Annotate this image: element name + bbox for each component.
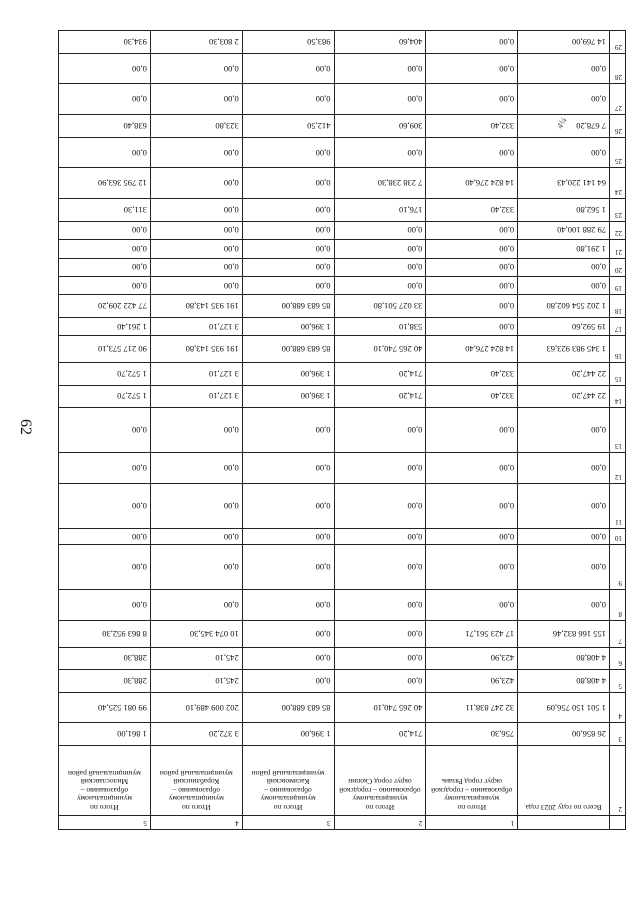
row-number: 24 bbox=[610, 168, 626, 199]
value-cell: 0,00 bbox=[518, 590, 610, 621]
value-cell: 0,00 bbox=[150, 221, 242, 239]
value-cell: 0,00 bbox=[150, 408, 242, 453]
value-cell: 14 824 276,40 bbox=[426, 336, 518, 363]
value-cell: 0,00 bbox=[426, 84, 518, 115]
value-cell: 0,00 bbox=[59, 483, 151, 528]
value-cell: 0,00 bbox=[59, 408, 151, 453]
index-cell: 3 bbox=[242, 815, 334, 829]
table-row bbox=[59, 199, 626, 222]
value-cell: 0,00 bbox=[59, 276, 151, 294]
value-cell: 14 824 276,40 bbox=[426, 168, 518, 199]
index-cell: 5 bbox=[59, 815, 151, 829]
row-number: 15 bbox=[610, 363, 626, 386]
value-cell: 0,00 bbox=[150, 137, 242, 168]
value-cell: 0,00 bbox=[334, 453, 426, 484]
value-cell: 0,00 bbox=[150, 453, 242, 484]
table-row bbox=[59, 528, 626, 544]
value-cell: 0,00 bbox=[518, 53, 610, 84]
value-cell: 714,20 bbox=[334, 363, 426, 386]
table-row bbox=[59, 692, 626, 723]
value-cell: 4 408,80 bbox=[518, 670, 610, 693]
value-cell: 0,00 bbox=[242, 276, 334, 294]
value-cell: 0,00 bbox=[426, 53, 518, 84]
value-cell: 40 265 740,10 bbox=[334, 336, 426, 363]
value-cell: 22 447,20 bbox=[518, 385, 610, 408]
data-table-sheet bbox=[58, 30, 626, 830]
value-cell: 33 027 501,80 bbox=[334, 295, 426, 318]
value-cell: 3 372,20 bbox=[150, 723, 242, 746]
value-cell: 0,00 bbox=[426, 590, 518, 621]
value-cell: 714,20 bbox=[334, 723, 426, 746]
table-row bbox=[59, 168, 626, 199]
value-cell: 0,00 bbox=[150, 258, 242, 276]
value-cell: 0,00 bbox=[242, 258, 334, 276]
value-cell: 0,00 bbox=[518, 453, 610, 484]
table-row bbox=[59, 258, 626, 276]
value-cell: 332,40 bbox=[426, 199, 518, 222]
value-cell: 0,00 bbox=[518, 137, 610, 168]
value-cell: 1 501 150 756,09 bbox=[518, 692, 610, 723]
value-cell: 0,00 bbox=[242, 647, 334, 670]
value-cell: 0,00 bbox=[426, 240, 518, 258]
table-row bbox=[59, 84, 626, 115]
index-cell: 4 bbox=[150, 815, 242, 829]
data-table-body bbox=[59, 31, 626, 830]
value-cell: 0,00 bbox=[426, 528, 518, 544]
value-cell: 0,00 bbox=[242, 528, 334, 544]
value-cell: 2 803,30 bbox=[150, 31, 242, 54]
value-cell: 0,00 bbox=[518, 84, 610, 115]
value-cell: 0,00 bbox=[242, 408, 334, 453]
value-cell: 8 863 952,30 bbox=[59, 621, 151, 648]
value-cell: 1 396,00 bbox=[242, 363, 334, 386]
value-cell: 0,00 bbox=[242, 483, 334, 528]
data-table bbox=[58, 30, 626, 830]
value-cell: 288,30 bbox=[59, 670, 151, 693]
value-cell: 0,00 bbox=[334, 545, 426, 590]
value-cell: 1 572,70 bbox=[59, 363, 151, 386]
table-row bbox=[59, 31, 626, 54]
table-row bbox=[59, 336, 626, 363]
table-row bbox=[59, 363, 626, 386]
value-cell: 332,40 bbox=[426, 363, 518, 386]
value-cell: 0,00 bbox=[59, 258, 151, 276]
value-cell: 14 769,00 bbox=[518, 31, 610, 54]
row-number: 8 bbox=[610, 590, 626, 621]
value-cell: 714,20 bbox=[334, 385, 426, 408]
value-cell: 19 592,60 bbox=[518, 317, 610, 335]
value-cell: 1 562,80 bbox=[518, 199, 610, 222]
value-cell: 0,00 bbox=[59, 528, 151, 544]
value-cell: 1 572,70 bbox=[59, 385, 151, 408]
name-cell: Итого по муниципальному образованию – Милославский муниципальный район bbox=[59, 746, 151, 816]
value-cell: 0,00 bbox=[334, 221, 426, 239]
row-number: 18 bbox=[610, 295, 626, 318]
value-cell: 0,00 bbox=[150, 53, 242, 84]
row-number: 28 bbox=[610, 53, 626, 84]
value-cell: 1 396,00 bbox=[242, 723, 334, 746]
value-cell: 0,00 bbox=[59, 84, 151, 115]
value-cell: 323,80 bbox=[150, 115, 242, 138]
value-cell: 77 422 209,20 bbox=[59, 295, 151, 318]
value-cell: 0,00 bbox=[518, 408, 610, 453]
value-cell: 0,00 bbox=[334, 670, 426, 693]
value-cell: 26 856,00 bbox=[518, 723, 610, 746]
table-row bbox=[59, 621, 626, 648]
table-row bbox=[59, 276, 626, 294]
value-cell: 0,00 bbox=[426, 31, 518, 54]
value-cell: 85 683 688,00 bbox=[242, 336, 334, 363]
row-number: 12 bbox=[610, 453, 626, 484]
value-cell: 404,60 bbox=[334, 31, 426, 54]
value-cell: 0,00 bbox=[334, 528, 426, 544]
name-cell: Итого по муниципальному образованию – Кораблинский муниципальный район bbox=[150, 746, 242, 816]
row-number: 26 bbox=[610, 115, 626, 138]
value-cell: 934,30 bbox=[59, 31, 151, 54]
value-cell: 0,00 bbox=[150, 483, 242, 528]
value-cell: 332,40 bbox=[426, 385, 518, 408]
value-cell: 3 127,10 bbox=[150, 385, 242, 408]
value-cell: 309,60 bbox=[334, 115, 426, 138]
value-cell: 155 166 832,46 bbox=[518, 621, 610, 648]
index-row bbox=[59, 815, 626, 829]
value-cell: 0,00 bbox=[334, 84, 426, 115]
margin-handwritten-note: 4¼ bbox=[554, 115, 569, 131]
value-cell: 0,00 bbox=[518, 483, 610, 528]
value-cell: 0,00 bbox=[150, 84, 242, 115]
row-number: 10 bbox=[610, 528, 626, 544]
row-number: 27 bbox=[610, 84, 626, 115]
value-cell: 0,00 bbox=[426, 408, 518, 453]
name-row bbox=[59, 746, 626, 816]
table-row bbox=[59, 545, 626, 590]
value-cell: 0,00 bbox=[334, 240, 426, 258]
value-cell: 983,50 bbox=[242, 31, 334, 54]
value-cell: 4 408,80 bbox=[518, 647, 610, 670]
name-cell: Итого по муниципальному образованию – городской округ город Рязань bbox=[426, 746, 518, 816]
table-row bbox=[59, 137, 626, 168]
value-cell: 0,00 bbox=[334, 590, 426, 621]
value-cell: 0,00 bbox=[518, 276, 610, 294]
value-cell: 0,00 bbox=[334, 53, 426, 84]
value-cell: 0,00 bbox=[426, 276, 518, 294]
table-row bbox=[59, 723, 626, 746]
value-cell: 0,00 bbox=[150, 545, 242, 590]
value-cell: 0,00 bbox=[426, 295, 518, 318]
value-cell: 0,00 bbox=[242, 137, 334, 168]
value-cell: 7 678,20 bbox=[518, 115, 610, 138]
value-cell: 0,00 bbox=[242, 240, 334, 258]
table-row bbox=[59, 115, 626, 138]
value-cell: 0,00 bbox=[150, 528, 242, 544]
value-cell: 10 074 345,30 bbox=[150, 621, 242, 648]
value-cell: 1 291,80 bbox=[518, 240, 610, 258]
value-cell: 0,00 bbox=[242, 453, 334, 484]
value-cell: 0,00 bbox=[334, 276, 426, 294]
index-cell: 2 bbox=[334, 815, 426, 829]
row-number: 4 bbox=[610, 692, 626, 723]
value-cell: 0,00 bbox=[59, 453, 151, 484]
value-cell: 0,00 bbox=[334, 137, 426, 168]
index-cell: 1 bbox=[426, 815, 518, 829]
value-cell: 0,00 bbox=[242, 168, 334, 199]
value-cell: 423,90 bbox=[426, 647, 518, 670]
value-cell: 0,00 bbox=[59, 137, 151, 168]
value-cell: 1 261,40 bbox=[59, 317, 151, 335]
value-cell: 423,90 bbox=[426, 670, 518, 693]
table-row bbox=[59, 670, 626, 693]
table-row bbox=[59, 590, 626, 621]
value-cell: 538,10 bbox=[334, 317, 426, 335]
value-cell: 0,00 bbox=[518, 528, 610, 544]
row-number: 17 bbox=[610, 317, 626, 335]
value-cell: 0,00 bbox=[242, 670, 334, 693]
value-cell: 85 683 688,00 bbox=[242, 295, 334, 318]
value-cell: 0,00 bbox=[59, 590, 151, 621]
value-cell: 756,30 bbox=[426, 723, 518, 746]
value-cell: 1 861,00 bbox=[59, 723, 151, 746]
value-cell: 1 202 554 602,80 bbox=[518, 295, 610, 318]
row-number: 6 bbox=[610, 647, 626, 670]
value-cell: 0,00 bbox=[150, 590, 242, 621]
row-number: 3 bbox=[610, 723, 626, 746]
value-cell: 0,00 bbox=[334, 647, 426, 670]
row-number: 9 bbox=[610, 545, 626, 590]
value-cell: 1 396,00 bbox=[242, 385, 334, 408]
row-number: 22 bbox=[610, 221, 626, 239]
value-cell: 40 265 740,10 bbox=[334, 692, 426, 723]
value-cell: 0,00 bbox=[150, 168, 242, 199]
value-cell: 0,00 bbox=[426, 137, 518, 168]
value-cell: 245,10 bbox=[150, 647, 242, 670]
row-number: 7 bbox=[610, 621, 626, 648]
value-cell: 0,00 bbox=[150, 199, 242, 222]
table-row bbox=[59, 240, 626, 258]
value-cell: 0,00 bbox=[334, 483, 426, 528]
row-number: 13 bbox=[610, 408, 626, 453]
value-cell: 1 396,00 bbox=[242, 317, 334, 335]
value-cell: 0,00 bbox=[59, 545, 151, 590]
value-cell: 0,00 bbox=[242, 621, 334, 648]
value-cell: 0,00 bbox=[242, 545, 334, 590]
row-number: 20 bbox=[610, 258, 626, 276]
value-cell: 176,10 bbox=[334, 199, 426, 222]
value-cell: 0,00 bbox=[334, 408, 426, 453]
value-cell: 3 127,10 bbox=[150, 317, 242, 335]
table-row bbox=[59, 453, 626, 484]
value-cell: 638,40 bbox=[59, 115, 151, 138]
value-cell: 0,00 bbox=[59, 221, 151, 239]
value-cell: 0,00 bbox=[59, 53, 151, 84]
row-number: 19 bbox=[610, 276, 626, 294]
value-cell: 99 081 525,40 bbox=[59, 692, 151, 723]
value-cell: 0,00 bbox=[242, 199, 334, 222]
value-cell: 332,40 bbox=[426, 115, 518, 138]
table-row bbox=[59, 53, 626, 84]
name-cell: Итого по муниципальному образованию – Касимовский муниципальный район bbox=[242, 746, 334, 816]
value-cell: 0,00 bbox=[426, 453, 518, 484]
value-cell: 0,00 bbox=[518, 258, 610, 276]
name-cell: Всего по году 2023 года bbox=[518, 746, 610, 816]
value-cell: 191 935 143,80 bbox=[150, 336, 242, 363]
value-cell: 17 423 561,71 bbox=[426, 621, 518, 648]
row-number: 21 bbox=[610, 240, 626, 258]
value-cell: 85 683 688,00 bbox=[242, 692, 334, 723]
value-cell: 0,00 bbox=[426, 545, 518, 590]
table-row bbox=[59, 647, 626, 670]
value-cell: 0,00 bbox=[242, 590, 334, 621]
value-cell: 0,00 bbox=[334, 258, 426, 276]
value-cell: 0,00 bbox=[518, 545, 610, 590]
value-cell: 7 238 238,30 bbox=[334, 168, 426, 199]
value-cell: 64 141 220,43 bbox=[518, 168, 610, 199]
value-cell: 1 345 983 923,63 bbox=[518, 336, 610, 363]
row-number: 25 bbox=[610, 137, 626, 168]
value-cell: 191 935 143,80 bbox=[150, 295, 242, 318]
value-cell: 0,00 bbox=[426, 258, 518, 276]
value-cell: 79 288 100,40 bbox=[518, 221, 610, 239]
value-cell: 0,00 bbox=[426, 317, 518, 335]
value-cell: 245,10 bbox=[150, 670, 242, 693]
page-number: 62 bbox=[17, 419, 34, 435]
value-cell: 32 247 838,11 bbox=[426, 692, 518, 723]
value-cell: 311,30 bbox=[59, 199, 151, 222]
value-cell: 202 009 489,10 bbox=[150, 692, 242, 723]
value-cell: 0,00 bbox=[59, 240, 151, 258]
row-number: 2 bbox=[610, 746, 626, 816]
value-cell: 412,50 bbox=[242, 115, 334, 138]
row-number: 23 bbox=[610, 199, 626, 222]
value-cell: 0,00 bbox=[334, 621, 426, 648]
value-cell: 90 217 573,10 bbox=[59, 336, 151, 363]
table-row bbox=[59, 385, 626, 408]
value-cell: 0,00 bbox=[150, 240, 242, 258]
row-number: 14 bbox=[610, 385, 626, 408]
index-cell bbox=[518, 815, 610, 829]
table-row bbox=[59, 221, 626, 239]
value-cell: 0,00 bbox=[426, 221, 518, 239]
value-cell: 0,00 bbox=[242, 53, 334, 84]
table-row bbox=[59, 295, 626, 318]
value-cell: 288,30 bbox=[59, 647, 151, 670]
value-cell: 3 127,10 bbox=[150, 363, 242, 386]
value-cell: 0,00 bbox=[242, 221, 334, 239]
value-cell: 0,00 bbox=[242, 84, 334, 115]
name-cell: Итого по муниципальному образованию – городской округ город Скопин bbox=[334, 746, 426, 816]
row-number: 5 bbox=[610, 670, 626, 693]
value-cell: 0,00 bbox=[426, 483, 518, 528]
row-number: 11 bbox=[610, 483, 626, 528]
row-number: 29 bbox=[610, 31, 626, 54]
table-row bbox=[59, 317, 626, 335]
value-cell: 12 795 363,90 bbox=[59, 168, 151, 199]
table-row bbox=[59, 408, 626, 453]
value-cell: 0,00 bbox=[150, 276, 242, 294]
table-row bbox=[59, 483, 626, 528]
row-number: 16 bbox=[610, 336, 626, 363]
value-cell: 22 447,20 bbox=[518, 363, 610, 386]
index-cell-corner bbox=[610, 815, 626, 829]
